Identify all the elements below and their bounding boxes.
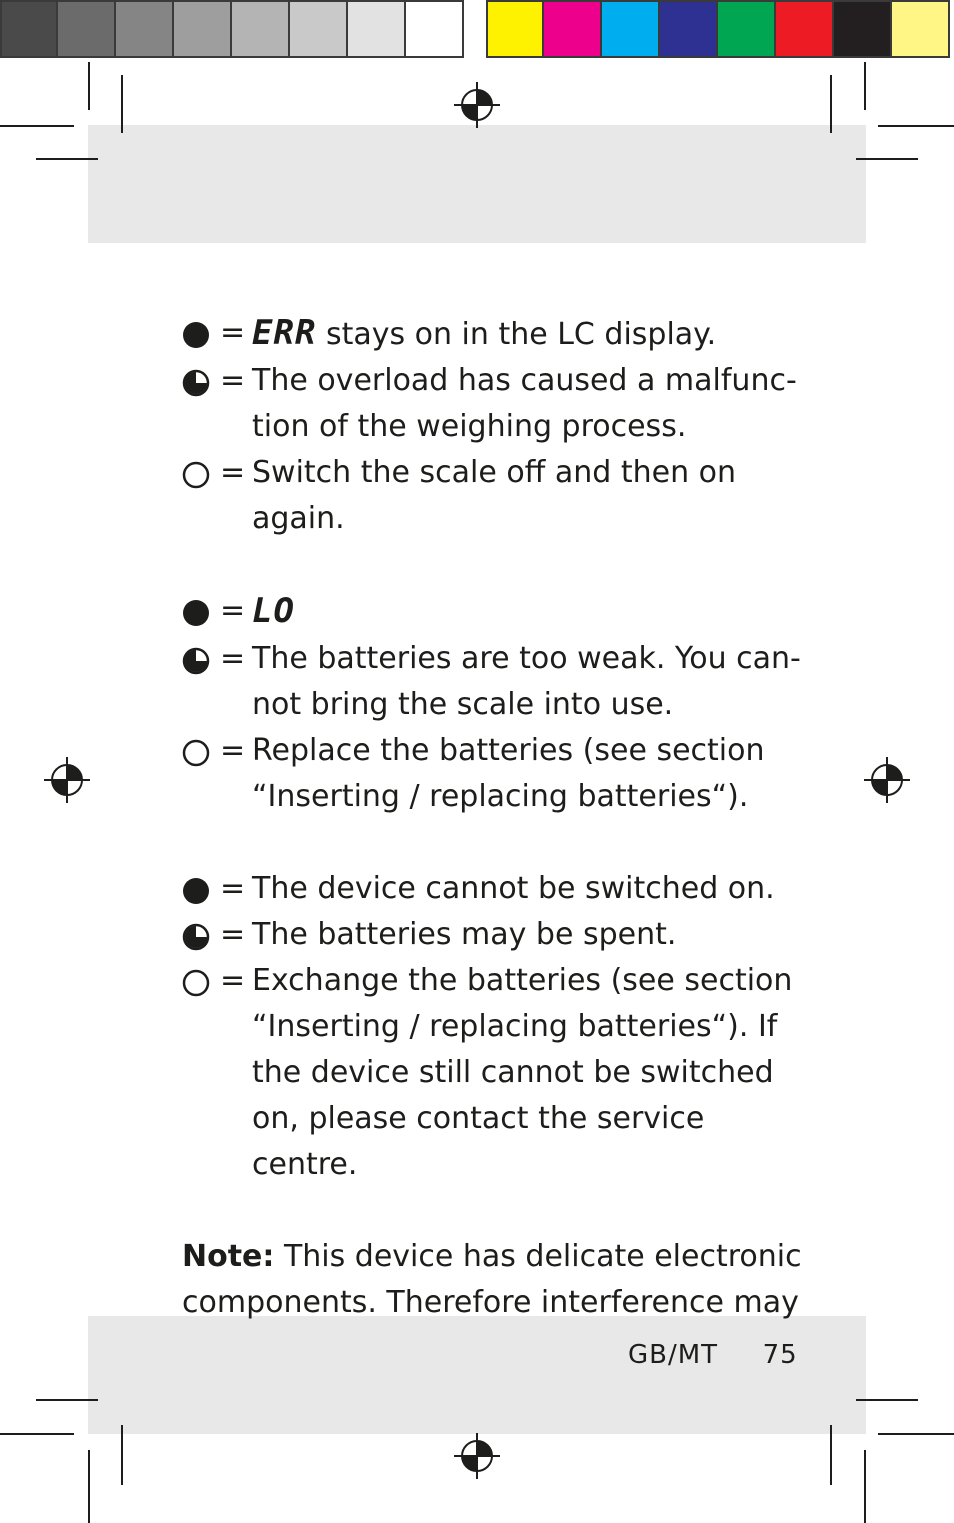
gray-swatch [348, 0, 406, 58]
crop-mark [830, 75, 832, 133]
color-swatch [892, 0, 950, 58]
crop-mark [856, 158, 918, 160]
entry-text: Switch the scale off and then on again. [252, 455, 737, 536]
problem-entry [182, 310, 802, 358]
registration-mark-icon [454, 1433, 500, 1479]
crop-mark [0, 1433, 74, 1435]
grayscale-color-bar [0, 0, 464, 60]
region-code: GB/MT [628, 1340, 719, 1370]
entry-text: Exchange the batteries (see section “Inserting / replacing batteries“). If the device still cannot be switched on, please contact the service centre. [252, 963, 793, 1182]
gray-swatch [116, 0, 174, 58]
crop-mark [830, 1425, 832, 1485]
page-number: 75 [762, 1340, 798, 1370]
page-footer [628, 1340, 798, 1370]
gray-swatch [0, 0, 58, 58]
cause-entry [182, 636, 802, 728]
crop-mark [864, 1450, 866, 1523]
cause-half-circle-icon [182, 923, 210, 951]
problem-entry [182, 866, 802, 912]
entry-text: The device cannot be switched on. [252, 871, 775, 906]
entry-text: Replace the batteries (see section “Inserting / replacing batteries“). [252, 733, 765, 814]
crop-mark [856, 1399, 918, 1401]
color-swatch [544, 0, 602, 58]
cause-entry [182, 358, 802, 450]
color-swatch [776, 0, 834, 58]
crop-mark [36, 158, 98, 160]
crop-mark [864, 62, 866, 110]
solution-empty-circle-icon [182, 969, 210, 997]
registration-mark-icon [864, 757, 910, 803]
crop-mark [36, 1399, 98, 1401]
crop-mark [878, 1433, 954, 1435]
solution-entry [182, 728, 802, 820]
note-text: This device has delicate electronic components. Therefore interference may [182, 1239, 802, 1320]
crop-mark [121, 75, 123, 133]
lcd-code-err: ERR [252, 313, 317, 353]
color-swatch [834, 0, 892, 58]
equals-sign: = [220, 871, 246, 906]
entry-text: The batteries are too weak. You can-not bring the scale into use. [252, 641, 801, 722]
note-paragraph [182, 1234, 802, 1326]
crop-mark [88, 62, 90, 110]
equals-sign: = [220, 363, 246, 398]
solution-entry [182, 450, 802, 542]
solution-empty-circle-icon [182, 739, 210, 767]
gray-swatch [58, 0, 116, 58]
problem-full-circle-icon [182, 599, 210, 627]
problem-entry [182, 588, 802, 636]
gray-swatch [406, 0, 464, 58]
registration-mark-icon [454, 82, 500, 128]
entry-text: The batteries may be spent. [252, 917, 677, 952]
lcd-code-lo: LO [252, 591, 295, 631]
gray-swatch [290, 0, 348, 58]
cause-entry [182, 912, 802, 958]
entry-text: stays on in the LC display. [316, 317, 717, 352]
equals-sign: = [220, 733, 246, 768]
header-band [88, 125, 866, 243]
gray-swatch [174, 0, 232, 58]
crop-mark [121, 1425, 123, 1485]
solution-entry [182, 958, 802, 1188]
problem-full-circle-icon [182, 321, 210, 349]
color-swatch [718, 0, 776, 58]
color-swatch [602, 0, 660, 58]
entry-text: The overload has caused a malfunc-tion of the weighing process. [252, 363, 797, 444]
color-swatch [486, 0, 544, 58]
gray-swatch [232, 0, 290, 58]
equals-sign: = [220, 315, 246, 350]
problem-full-circle-icon [182, 877, 210, 905]
equals-sign: = [220, 593, 246, 628]
troubleshooting-content [182, 310, 802, 1326]
equals-sign: = [220, 917, 246, 952]
note-label: Note: [182, 1239, 275, 1274]
equals-sign: = [220, 641, 246, 676]
footer-band [88, 1316, 866, 1434]
solution-empty-circle-icon [182, 461, 210, 489]
registration-mark-icon [44, 757, 90, 803]
cause-half-circle-icon [182, 647, 210, 675]
equals-sign: = [220, 963, 246, 998]
crop-mark [878, 125, 954, 127]
color-swatch [660, 0, 718, 58]
cmyk-color-bar [486, 0, 950, 60]
crop-mark [88, 1450, 90, 1523]
crop-mark [0, 125, 74, 127]
equals-sign: = [220, 455, 246, 490]
cause-half-circle-icon [182, 369, 210, 397]
